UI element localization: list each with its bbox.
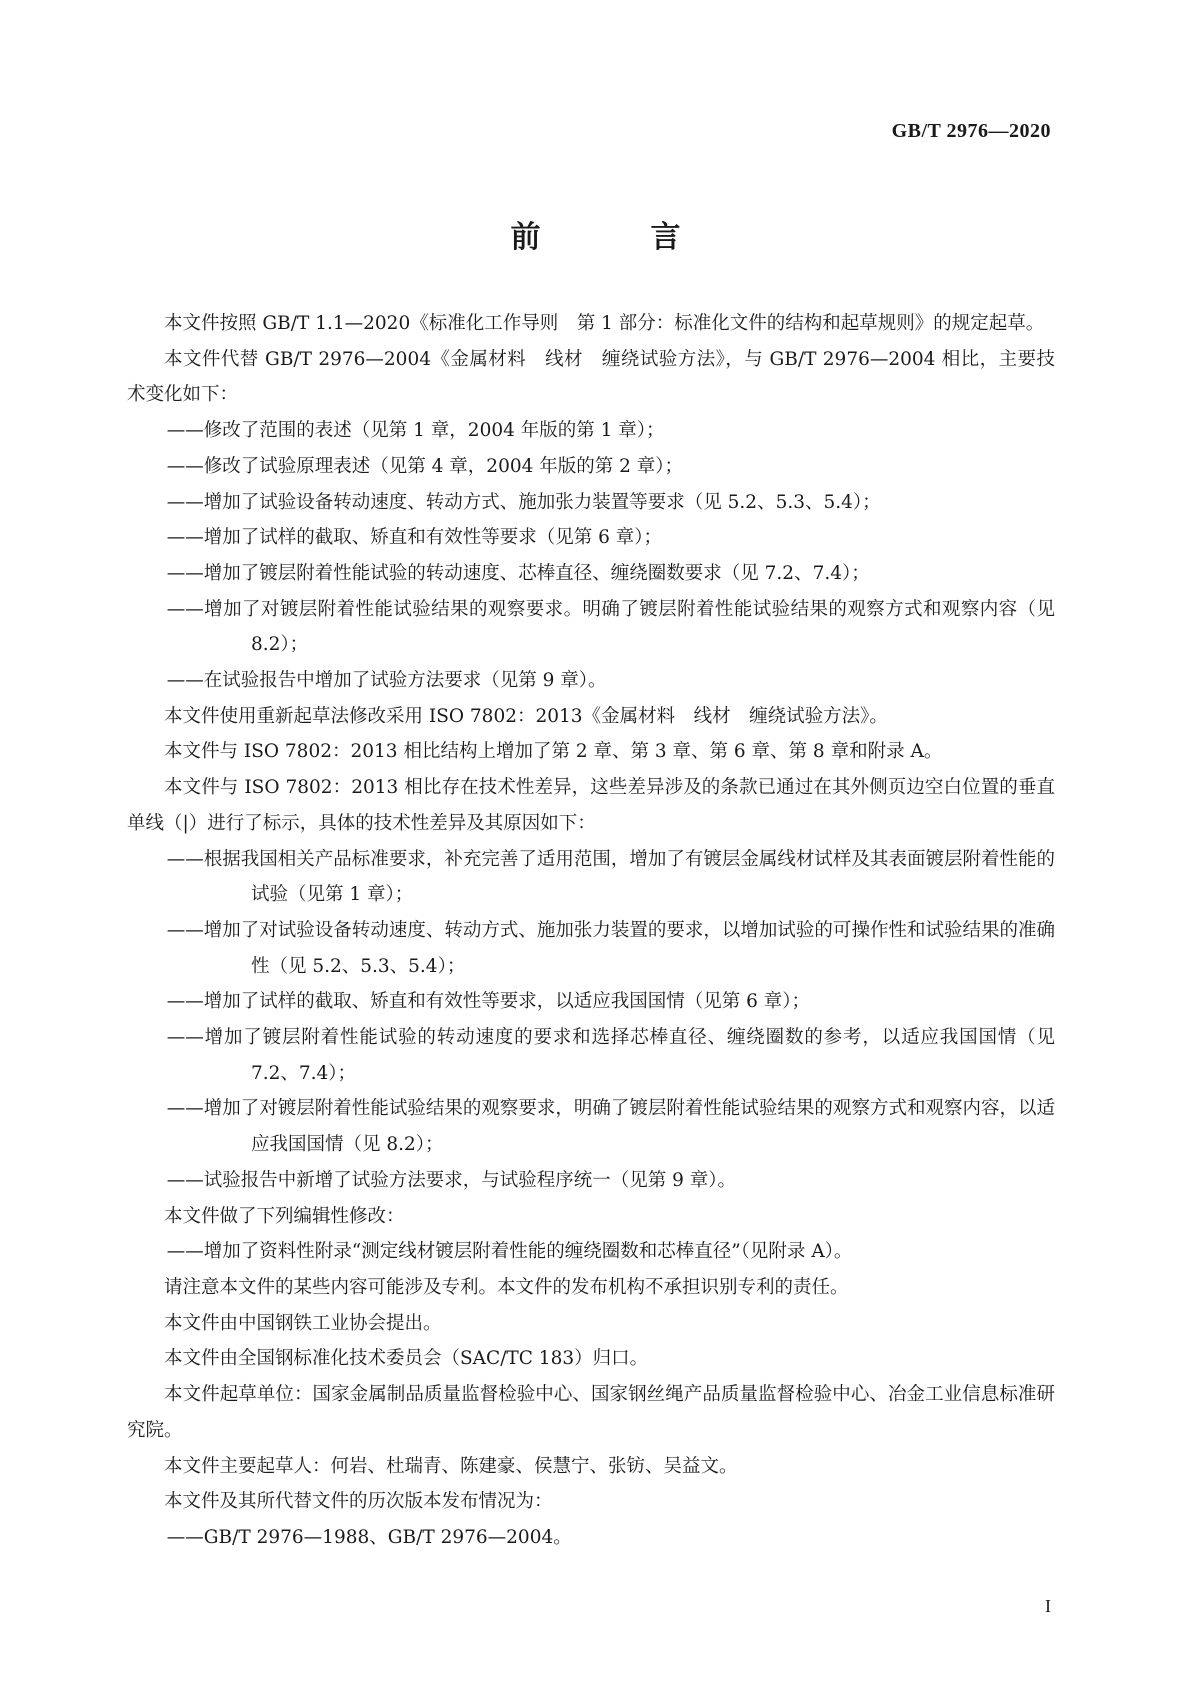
paragraph: 本文件由全国钢标准化技术委员会（SAC/TC 183）归口。 — [164, 1348, 649, 1370]
paragraph: 本文件使用重新起草法修改采用 ISO 7802：2013《金属材料 线材 缠绕试验方法》。 — [164, 705, 888, 727]
list-item: ——增加了对试验设备转动速度、转动方式、施加张力装置的要求，以增加试验的可操作性和试验结果的准确性（见 5.2、5.3、5.4）； — [166, 919, 1055, 977]
paragraph: 本文件代替 GB/T 2976—2004《金属材料 线材 缠绕试验方法》，与 GB/T 2976—2004 相比，主要技术变化如下： — [127, 348, 1055, 406]
page-title: 前 言 — [510, 220, 721, 255]
paragraph: 本文件与 ISO 7802：2013 相比结构上增加了第 2 章、第 3 章、第 6 章、第 8 章和附录 A。 — [164, 741, 943, 763]
paragraph: 本文件做了下列编辑性修改： — [164, 1205, 405, 1227]
list-item: ——试验报告中新增了试验方法要求，与试验程序统一（见第 9 章）。 — [166, 1169, 737, 1191]
list-item: ——GB/T 2976—1988、GB/T 2976—2004。 — [166, 1526, 572, 1548]
list-item: ——增加了对镀层附着性能试验结果的观察要求。明确了镀层附着性能试验结果的观察方式和观察内容（见 8.2）； — [166, 598, 1055, 656]
list-item: ——增加了试样的截取、矫直和有效性等要求（见第 6 章）； — [166, 527, 663, 549]
list-item: ——修改了试验原理表述（见第 4 章，2004 年版的第 2 章）； — [166, 455, 684, 477]
paragraph: 本文件与 ISO 7802：2013 相比存在技术性差异，这些差异涉及的条款已通过在其外侧页边空白位置的垂直单线（|）进行了标示，具体的技术性差异及其原因如下： — [127, 777, 1055, 834]
paragraph: 本文件由中国钢铁工业协会提出。 — [164, 1312, 442, 1334]
page-number: I — [1045, 1596, 1051, 1616]
paragraph: 本文件按照 GB/T 1.1—2020《标准化工作导则 第 1 部分：标准化文件的结构和起草规则》的规定起草。 — [164, 313, 1045, 334]
list-item: ——增加了镀层附着性能试验的转动速度的要求和选择芯棒直径、缠绕圈数的参考，以适应我国国情（见 7.2、7.4）； — [166, 1027, 1055, 1084]
list-item: ——增加了试验设备转动速度、转动方式、施加张力装置等要求（见 5.2、5.3、5.4）； — [166, 491, 881, 513]
list-item: ——增加了对镀层附着性能试验结果的观察要求，明确了镀层附着性能试验结果的观察方式和观察内容，以适应我国国情（见 8.2）； — [166, 1098, 1055, 1156]
document-body — [127, 306, 1055, 1556]
list-item: ——根据我国相关产品标准要求，补充完善了适用范围，增加了有镀层金属线材试样及其表面镀层附着性能的试验（见第 1 章）； — [166, 848, 1055, 906]
standard-code: GB/T 2976—2020 — [891, 120, 1051, 142]
list-item: ——在试验报告中增加了试验方法要求（见第 9 章）。 — [166, 670, 607, 692]
list-item: ——增加了资料性附录“测定线材镀层附着性能的缠绕圈数和芯棒直径”（见附录 A）。 — [166, 1241, 853, 1263]
paragraph: 本文件起草单位：国家金属制品质量监督检验中心、国家钢丝绳产品质量监督检验中心、冶金工业信息标准研究院。 — [127, 1384, 1055, 1441]
list-item: ——增加了试样的截取、矫直和有效性等要求，以适应我国国情（见第 6 章）； — [166, 991, 811, 1013]
paragraph: 请注意本文件的某些内容可能涉及专利。本文件的发布机构不承担识别专利的责任。 — [164, 1276, 849, 1298]
paragraph: 本文件主要起草人：何岩、杜瑞青、陈建豪、侯慧宁、张钫、吴益文。 — [164, 1455, 738, 1477]
list-item: ——修改了范围的表述（见第 1 章，2004 年版的第 1 章）； — [166, 420, 665, 442]
paragraph: 本文件及其所代替文件的历次版本发布情况为： — [164, 1491, 553, 1513]
list-item: ——增加了镀层附着性能试验的转动速度、芯棒直径、缠绕圈数要求（见 7.2、7.4）； — [166, 562, 870, 584]
